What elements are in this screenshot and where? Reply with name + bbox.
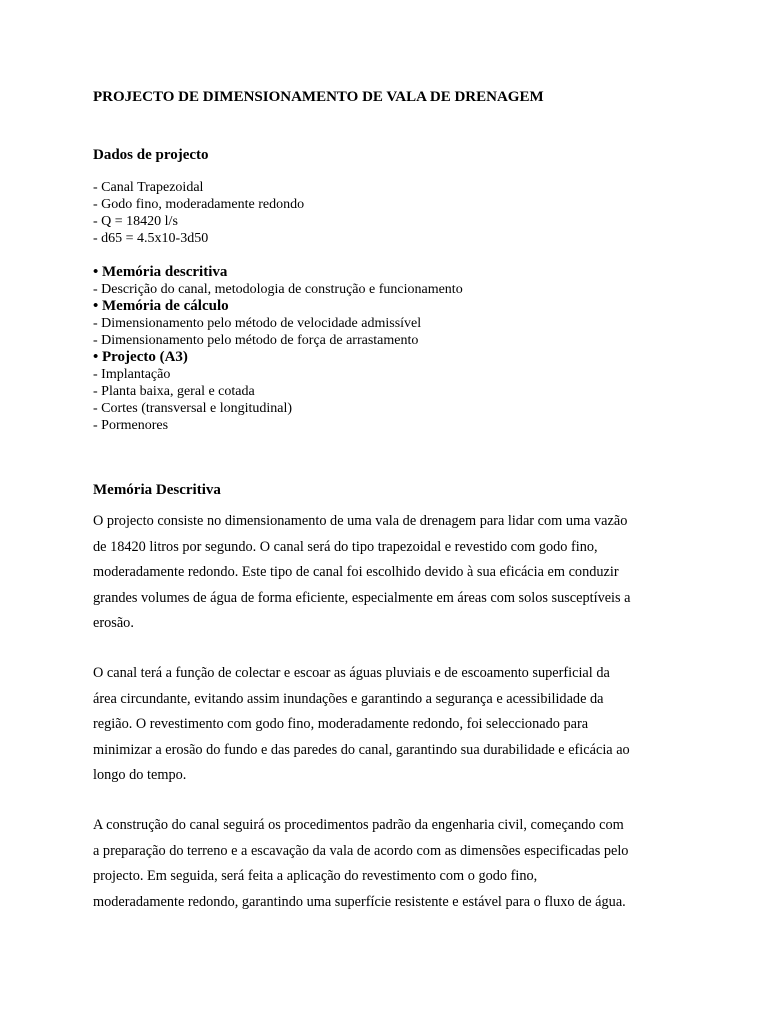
spacer	[93, 247, 463, 264]
project-data-section	[93, 146, 463, 434]
outline-item: - Pormenores	[93, 418, 169, 433]
paragraph-line: A construção do canal seguirá os procedimentos padrão da engenharia civil, começando com	[93, 817, 624, 833]
paragraph-line: a preparação do terreno e a escavação da vala de acordo com as dimensões especificadas pelo	[93, 842, 629, 859]
paragraph-line: moderadamente redondo. Este tipo de canal foi escolhido devido à sua eficácia em conduzir	[93, 564, 619, 580]
outline-bullet: • Memória descritiva	[93, 264, 228, 280]
outline-item: - Descrição do canal, metodologia de construção e funcionamento	[93, 282, 463, 297]
project-data-item: - Q = 18420 l/s	[93, 214, 178, 229]
paragraph-line: projecto. Em seguida, será feita a aplicação do revestimento com o godo fino,	[93, 868, 538, 884]
outline-item: - Dimensionamento pelo método de velocidade admissível	[93, 316, 422, 331]
paragraph-line: minimizar a erosão do fundo e das paredes do canal, garantindo sua durabilidade e eficácia ao	[93, 741, 630, 758]
paragraph-line: região. O revestimento com godo fino, moderadamente redondo, foi seleccionado para	[93, 716, 589, 732]
paragraph-line: O projecto consiste no dimensionamento de uma vala de drenagem para lidar com uma vazão	[93, 513, 628, 529]
paragraph-line: longo do tempo.	[93, 767, 187, 783]
paragraph-line: O canal terá a função de colectar e escoar as águas pluviais e de escoamento superficial da	[93, 665, 610, 681]
project-data-item: - Godo fino, moderadamente redondo	[93, 197, 305, 212]
project-data-item: - Canal Trapezoidal	[93, 180, 204, 195]
paragraph-line: área circundante, evitando assim inundações e garantindo a segurança e acessibilidade da	[93, 690, 604, 707]
paragraph-line: moderadamente redondo, garantindo uma superfície resistente e estável para o fluxo de água.	[93, 893, 626, 910]
project-data-heading: Dados de projecto	[93, 147, 209, 163]
project-data-item: - d65 = 4.5x10-3d50	[93, 231, 209, 246]
paragraph-line: grandes volumes de água de forma eficiente, especialmente em áreas com solos susceptíveis a	[93, 589, 631, 606]
outline-item: - Implantação	[93, 367, 171, 382]
outline-item: - Planta baixa, geral e cotada	[93, 384, 255, 399]
paragraph-line: erosão.	[93, 615, 134, 631]
paragraph-1	[93, 509, 693, 637]
outline-item: - Cortes (transversal e longitudinal)	[93, 401, 293, 416]
outline-bullet: • Memória de cálculo	[93, 298, 229, 314]
outline-bullet: • Projecto (A3)	[93, 349, 188, 365]
project-data-list	[93, 179, 463, 434]
memoria-descritiva-heading: Memória Descritiva	[93, 482, 221, 498]
outline-item: - Dimensionamento pelo método de força de arrastamento	[93, 333, 419, 348]
paragraph-2	[93, 661, 693, 789]
paragraph-3	[93, 813, 693, 915]
paragraph-line: de 18420 litros por segundo. O canal será do tipo trapezoidal e revestido com godo fino,	[93, 538, 598, 555]
document-title: PROJECTO DE DIMENSIONAMENTO DE VALA DE DRENAGEM	[93, 89, 544, 105]
